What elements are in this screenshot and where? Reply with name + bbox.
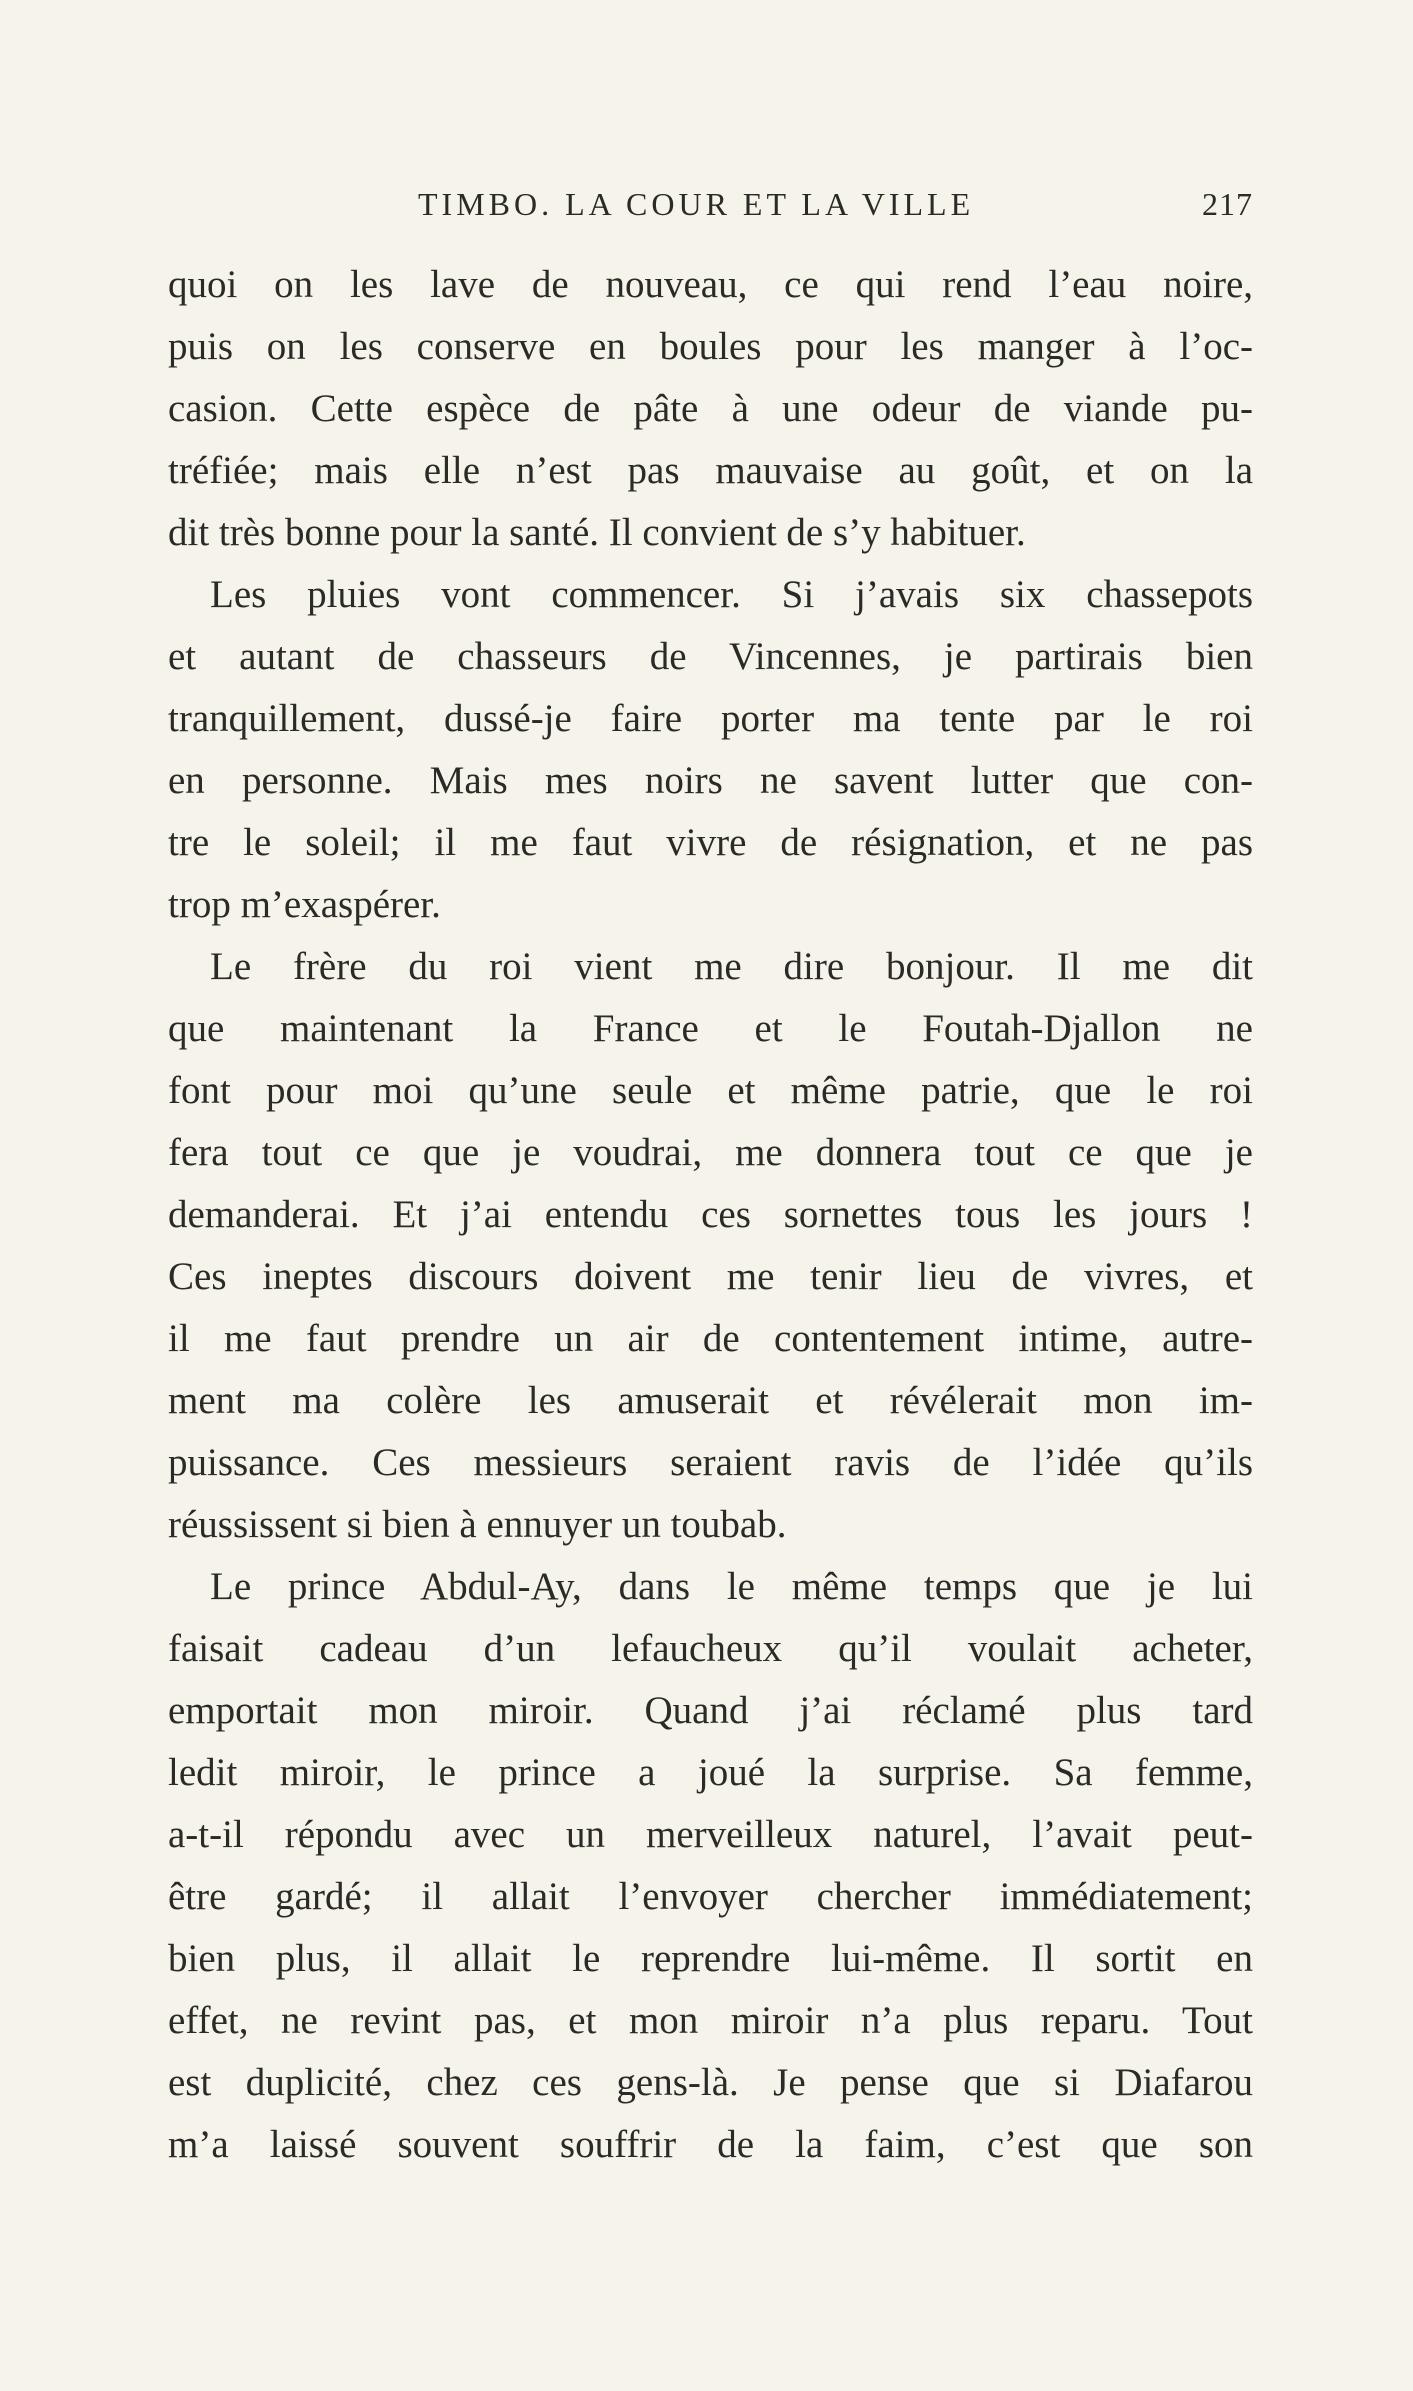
paragraph bbox=[168, 564, 1253, 936]
text-line: font pour moi qu’une seule et même patrie, que le roi bbox=[168, 1069, 1253, 1112]
text-line: ledit miroir, le prince a joué la surprise. Sa femme, bbox=[168, 1751, 1253, 1794]
text-line: Le prince Abdul-Ay, dans le même temps que je lui bbox=[210, 1565, 1253, 1608]
running-head bbox=[168, 186, 1253, 230]
text-line: m’a laissé souvent souffrir de la faim, c’est que son bbox=[168, 2123, 1253, 2166]
text-line: demanderai. Et j’ai entendu ces sornettes tous les jours ! bbox=[168, 1193, 1253, 1236]
text-line: tranquillement, dussé-je faire porter ma tente par le roi bbox=[168, 697, 1253, 740]
running-title: TIMBO. LA COUR ET LA VILLE bbox=[418, 186, 975, 222]
text-line: quoi on les lave de nouveau, ce qui rend l’eau noire, bbox=[168, 263, 1253, 306]
text-line: puis on les conserve en boules pour les manger à l’oc- bbox=[168, 325, 1253, 368]
text-line: Ces ineptes discours doivent me tenir lieu de vivres, et bbox=[168, 1255, 1253, 1298]
text-line: fera tout ce que je voudrai, me donnera tout ce que je bbox=[168, 1131, 1253, 1174]
text-line: faisait cadeau d’un lefaucheux qu’il voulait acheter, bbox=[168, 1627, 1253, 1670]
paragraph bbox=[168, 1556, 1253, 2176]
text-line: bien plus, il allait le reprendre lui-même. Il sortit en bbox=[168, 1937, 1253, 1980]
text-line: Les pluies vont commencer. Si j’avais six chassepots bbox=[210, 573, 1253, 616]
text-line: a-t-il répondu avec un merveilleux naturel, l’avait peut- bbox=[168, 1813, 1253, 1856]
body-text bbox=[168, 254, 1253, 2176]
text-line: Le frère du roi vient me dire bonjour. Il me dit bbox=[210, 945, 1253, 988]
text-line: trop m’exaspérer. bbox=[168, 883, 441, 926]
text-line: tre le soleil; il me faut vivre de résignation, et ne pas bbox=[168, 821, 1253, 864]
text-line: en personne. Mais mes noirs ne savent lutter que con- bbox=[168, 759, 1253, 802]
text-line: casion. Cette espèce de pâte à une odeur de viande pu- bbox=[168, 387, 1253, 430]
text-line: que maintenant la France et le Foutah-Djallon ne bbox=[168, 1007, 1253, 1050]
text-line: effet, ne revint pas, et mon miroir n’a plus reparu. Tout bbox=[168, 1999, 1253, 2042]
text-line: il me faut prendre un air de contentement intime, autre- bbox=[168, 1317, 1253, 1360]
text-line: ment ma colère les amuserait et révélerait mon im- bbox=[168, 1379, 1253, 1422]
text-line: dit très bonne pour la santé. Il convient de s’y habituer. bbox=[168, 511, 1026, 554]
page-number: 217 bbox=[1202, 186, 1253, 222]
text-line: et autant de chasseurs de Vincennes, je partirais bien bbox=[168, 635, 1253, 678]
text-line: est duplicité, chez ces gens-là. Je pense que si Diafarou bbox=[168, 2061, 1253, 2104]
text-line: réussissent si bien à ennuyer un toubab. bbox=[168, 1503, 787, 1546]
paragraph bbox=[168, 254, 1253, 564]
text-line: tréfiée; mais elle n’est pas mauvaise au goût, et on la bbox=[168, 449, 1253, 492]
paragraph bbox=[168, 936, 1253, 1556]
text-line: puissance. Ces messieurs seraient ravis de l’idée qu’ils bbox=[168, 1441, 1253, 1484]
text-line: être gardé; il allait l’envoyer chercher immédiatement; bbox=[168, 1875, 1253, 1918]
text-line: emportait mon miroir. Quand j’ai réclamé plus tard bbox=[168, 1689, 1253, 1732]
